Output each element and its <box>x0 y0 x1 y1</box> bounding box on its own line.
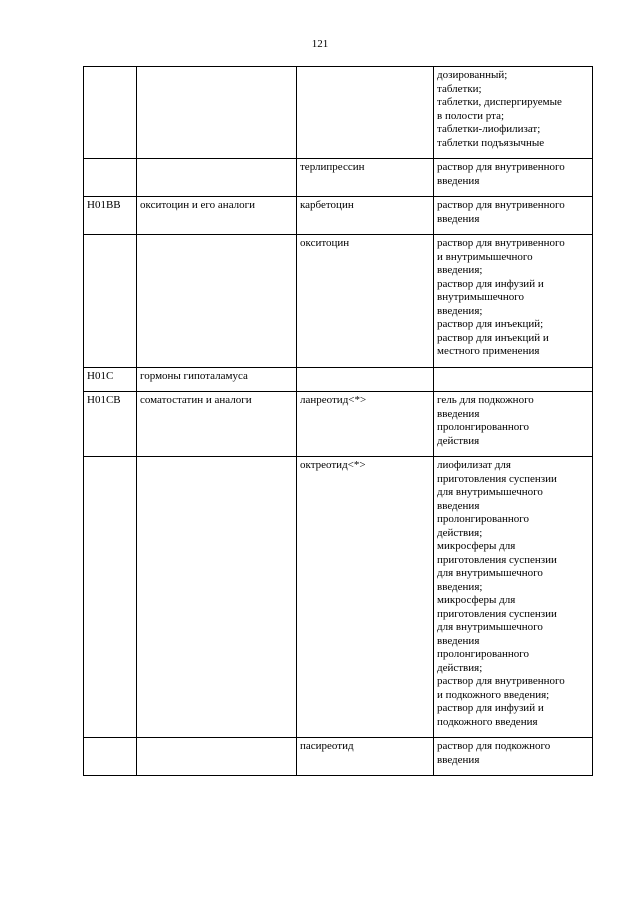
atc-code-cell <box>84 67 137 159</box>
table-row <box>84 738 593 776</box>
dosage-forms-cell <box>434 197 593 235</box>
drug-name-cell: терлипрессин <box>297 159 434 197</box>
anatomical-group-cell <box>137 235 297 368</box>
dosage-form-line: подкожного введения <box>437 715 538 728</box>
dosage-form-line: раствор для инъекций и <box>437 331 549 344</box>
atc-code-cell <box>84 457 137 738</box>
drug-name-cell: окситоцин <box>297 235 434 368</box>
dosage-form-line: раствор для внутривенного <box>437 199 565 211</box>
dosage-form-line: и внутримышечного <box>437 250 533 263</box>
dosage-forms-cell <box>434 67 593 159</box>
dosage-forms-cell <box>434 738 593 776</box>
anatomical-group-cell <box>137 67 297 159</box>
dosage-form-line: для внутримышечного <box>437 486 543 498</box>
dosage-form-line: введения <box>437 212 480 225</box>
dosage-form-line: микросферы для <box>437 594 516 606</box>
drug-name-cell <box>297 367 434 392</box>
dosage-form-line: введения; <box>437 264 483 276</box>
dosage-form-line: приготовления суспензии <box>437 607 557 620</box>
dosage-form-line: введения; <box>437 580 483 593</box>
dosage-forms-cell <box>434 159 593 197</box>
dosage-form-line: местного применения <box>437 345 540 357</box>
drug-table <box>83 66 593 776</box>
dosage-form-line: приготовления суспензии <box>437 472 557 485</box>
dosage-form-line: раствор для инфузий и <box>437 277 544 290</box>
dosage-form-line: раствор для внутривенного <box>437 161 565 173</box>
table-row <box>84 457 593 738</box>
table-row <box>84 367 593 392</box>
dosage-form-line: введения; <box>437 304 483 317</box>
dosage-forms-cell <box>434 457 593 738</box>
dosage-forms-cell <box>434 367 593 392</box>
anatomical-group-cell: окситоцин и его аналоги <box>137 197 297 235</box>
dosage-form-line: раствор для инъекций; <box>437 318 544 330</box>
table-row <box>84 235 593 368</box>
table-row <box>84 159 593 197</box>
anatomical-group-cell: гормоны гипоталамуса <box>137 367 297 392</box>
atc-code-cell: H01C <box>84 367 137 392</box>
dosage-form-line: для внутримышечного <box>437 567 543 579</box>
dosage-form-line: приготовления суспензии <box>437 553 557 566</box>
dosage-form-line: введения <box>437 174 480 187</box>
dosage-form-line: пролонгированного <box>437 421 529 433</box>
dosage-forms-cell <box>434 235 593 368</box>
dosage-form-line: в полости рта; <box>437 109 505 122</box>
dosage-form-line: лиофилизат для <box>437 459 511 471</box>
atc-code-cell: H01BB <box>84 197 137 235</box>
table-row <box>84 67 593 159</box>
dosage-form-line: таблетки; <box>437 82 482 95</box>
drug-name-cell <box>297 67 434 159</box>
dosage-form-line: раствор для внутривенного <box>437 237 565 249</box>
table-row <box>84 197 593 235</box>
dosage-form-line: раствор для подкожного <box>437 740 551 752</box>
atc-code-cell <box>84 159 137 197</box>
dosage-form-line: введения <box>437 753 480 766</box>
dosage-form-line: дозированный; <box>437 69 508 81</box>
drug-name-cell: октреотид<*> <box>297 457 434 738</box>
dosage-form-line: таблетки подъязычные <box>437 136 545 149</box>
drug-name-cell: карбетоцин <box>297 197 434 235</box>
drug-name-cell: ланреотид<*> <box>297 392 434 457</box>
dosage-form-line: действия; <box>437 526 483 539</box>
dosage-form-line: таблетки-лиофилизат; <box>437 123 541 135</box>
dosage-form-line: для внутримышечного <box>437 621 543 633</box>
dosage-form-line: действия <box>437 434 480 447</box>
dosage-form-line: раствор для инфузий и <box>437 702 544 714</box>
table-row <box>84 392 593 457</box>
anatomical-group-cell <box>137 159 297 197</box>
dosage-form-line: пролонгированного <box>437 513 529 525</box>
dosage-forms-cell <box>434 392 593 457</box>
dosage-form-line: раствор для внутривенного <box>437 675 565 687</box>
dosage-form-line: внутримышечного <box>437 291 524 303</box>
page-number: 121 <box>311 38 329 50</box>
dosage-form-line: и подкожного введения; <box>437 688 550 701</box>
anatomical-group-cell <box>137 457 297 738</box>
anatomical-group-cell: соматостатин и аналоги <box>137 392 297 457</box>
table-body <box>84 67 593 776</box>
dosage-form-line: микросферы для <box>437 540 516 552</box>
dosage-form-line: введения <box>437 407 480 420</box>
dosage-form-line: действия; <box>437 661 483 674</box>
dosage-form-line: пролонгированного <box>437 648 529 660</box>
drug-name-cell: пасиреотид <box>297 738 434 776</box>
dosage-form-line: таблетки, диспергируемые <box>437 96 562 108</box>
dosage-form-line: гель для подкожного <box>437 394 534 406</box>
atc-code-cell <box>84 738 137 776</box>
anatomical-group-cell <box>137 738 297 776</box>
dosage-form-line: введения <box>437 499 480 512</box>
dosage-form-line: введения <box>437 634 480 647</box>
atc-code-cell: H01CB <box>84 392 137 457</box>
atc-code-cell <box>84 235 137 368</box>
